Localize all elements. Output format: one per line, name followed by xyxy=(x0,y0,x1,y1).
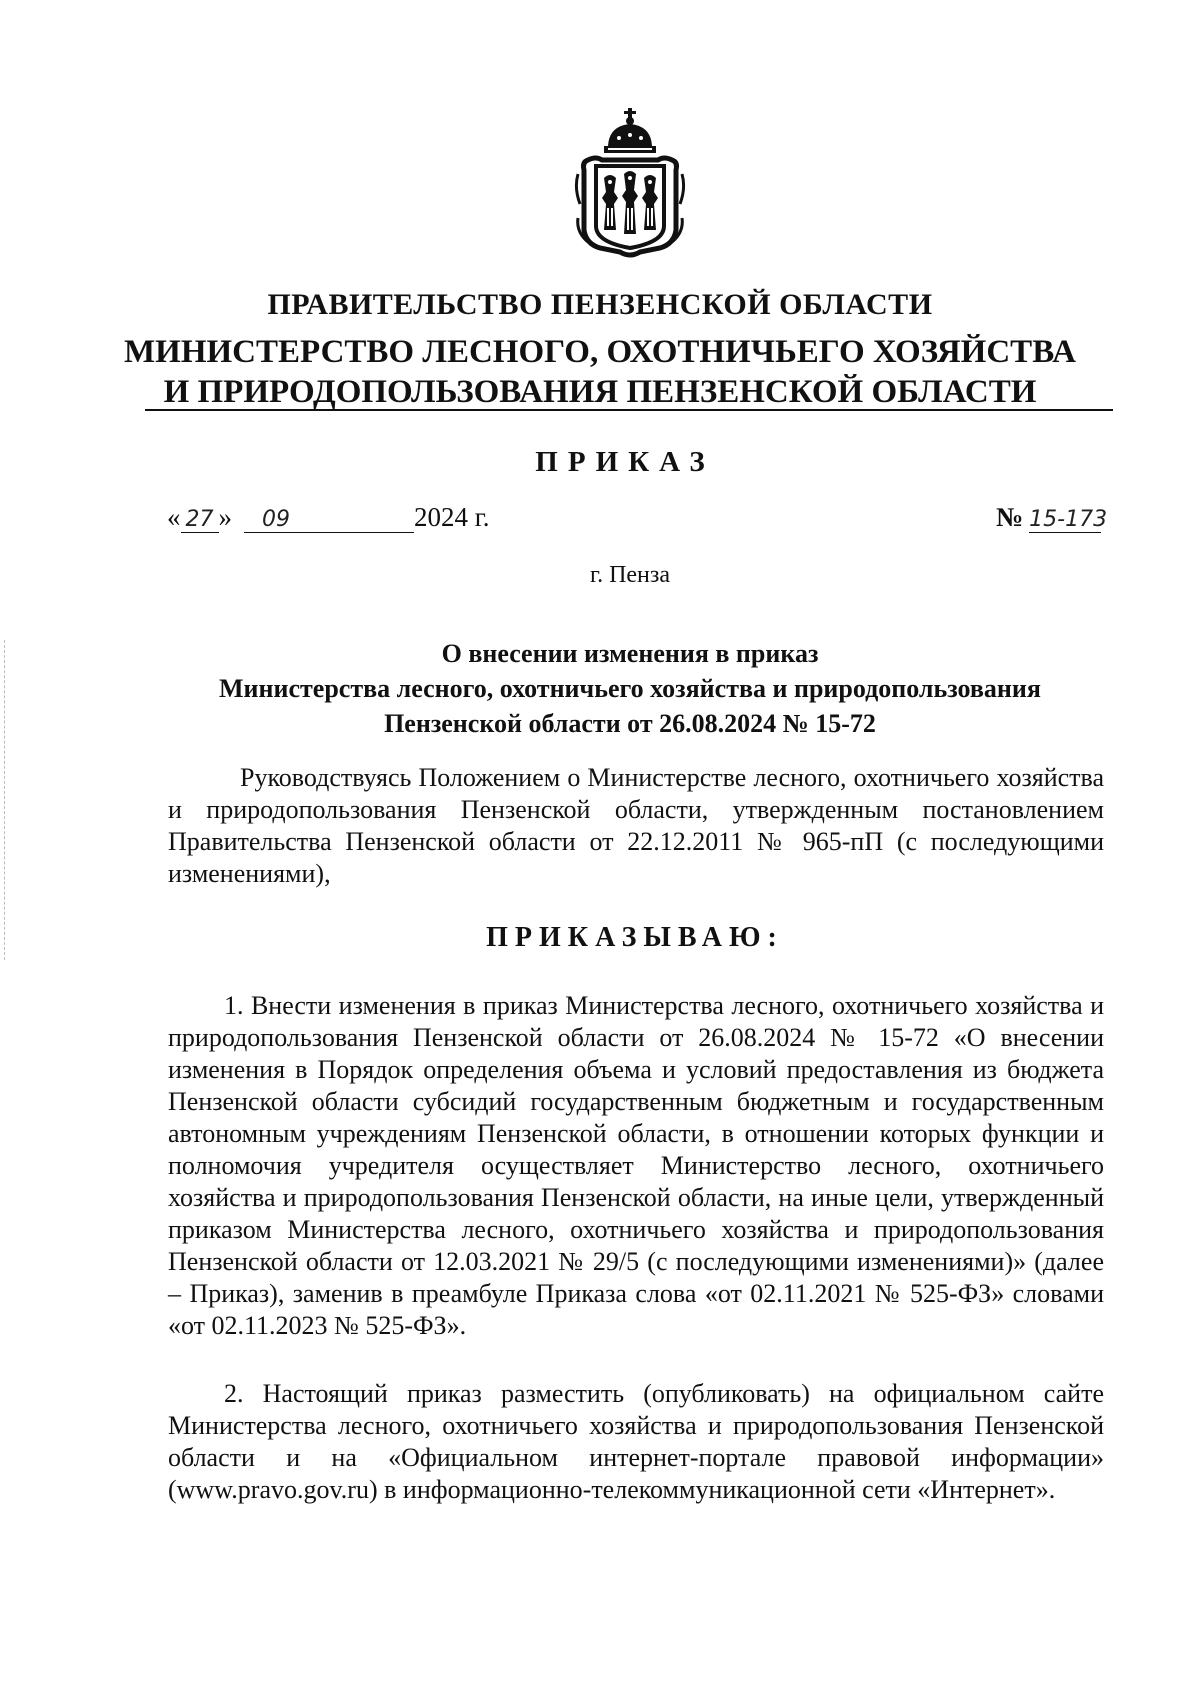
ministry-heading-line2: И ПРИРОДОПОЛЬЗОВАНИЯ ПЕНЗЕНСКОЙ ОБЛАСТИ xyxy=(163,374,1037,410)
decree-heading: ПРИКАЗЫВАЮ: xyxy=(486,922,784,953)
order-month: 09 xyxy=(244,507,414,533)
order-year: 2024 г. xyxy=(414,502,490,532)
subject-line2: Министерства лесного, охотничьего хозяйства и природопользования xyxy=(219,674,1041,703)
number-sign: № xyxy=(996,502,1024,532)
order-item-1: 1. Внести изменения в приказ Министерства лесного, охотничьего хозяйства и природопользования Пензенской области от 26.08.2024 № 15-72 «О внесении изменения в Порядок определения объема и условий предоставления из бюджета Пензенской области субсидий государственным бюджетным и государственным автономным учреждениям Пензенской области, в отношении которых функции и полномочия учредителя осуществляет Министерство лесного, охотничьего хозяйства и природопользования Пензенской области, на иные цели, утвержденный приказом Министерства лесного, охотничьего хозяйства и природопользования Пензенской области от 12.03.2021 № 29/5 (с последующими изменениями)» (далее – Приказ), заменив в преамбуле Приказа слова «от 02.11.2021 № 525-ФЗ» словами «от 02.11.2023 № 525-ФЗ». xyxy=(168,991,1104,1340)
order-number-value: 15-173 xyxy=(1029,507,1108,532)
scan-margin-mark xyxy=(4,640,5,960)
date-quote-close: » xyxy=(218,502,232,532)
date-quote-open: « xyxy=(167,502,181,532)
preamble-paragraph: Руководствуясь Положением о Министерстве лесного, охотничьего хозяйства и природопользования Пензенской области, утвержденным постановлением Правительства Пензенской области от 22.12.2011 № 965-пП (с последующими изменениями), xyxy=(168,763,1104,888)
order-date xyxy=(167,502,490,533)
header-divider xyxy=(145,409,1113,411)
subject-line3: Пензенской области от 26.08.2024 № 15-72 xyxy=(384,709,876,738)
government-heading: ПРАВИТЕЛЬСТВО ПЕНЗЕНСКОЙ ОБЛАСТИ xyxy=(267,288,933,321)
ministry-heading-line1: МИНИСТЕРСТВО ЛЕСНОГО, ОХОТНИЧЬЕГО ХОЗЯЙСТВА xyxy=(124,334,1076,370)
order-title: ПРИКАЗ xyxy=(535,446,715,478)
order-item-2: 2. Настоящий приказ разместить (опубликовать) на официальном сайте Министерства лесного, охотничьего хозяйства и природопользования Пензенской области и на «Официальном интернет-портале правовой информации» (www.pravo.gov.ru) в информационно-телекоммуникационной сети «Интернет». xyxy=(168,1379,1104,1504)
order-number xyxy=(996,502,1108,533)
subject-line1: О внесении изменения в приказ xyxy=(441,639,819,668)
order-day: 27 xyxy=(181,507,219,533)
ministry-heading xyxy=(0,332,1200,412)
order-subject xyxy=(150,636,1110,741)
penza-coat-of-arms-icon xyxy=(574,108,686,264)
order-city: г. Пенза xyxy=(589,562,671,588)
